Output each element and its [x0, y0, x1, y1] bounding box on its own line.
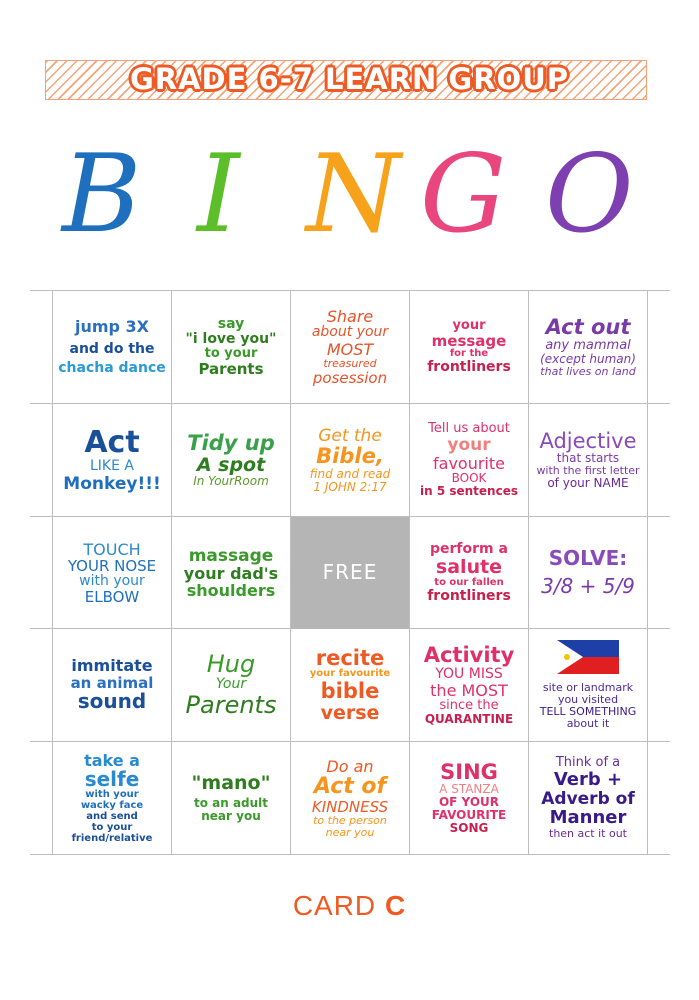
bingo-cell-tidy-up[interactable] [172, 404, 290, 516]
bingo-letter-b: B [62, 132, 142, 257]
bingo-cell-favourite-book[interactable] [410, 404, 528, 516]
cell-text: shoulders [186, 581, 276, 601]
bingo-letter-n: N [306, 132, 401, 257]
cell-text: Share [326, 307, 374, 327]
bingo-cell-share-treasure[interactable] [291, 291, 409, 403]
cell-text: favourite [433, 453, 505, 473]
cell-text: (except human) [540, 351, 636, 366]
cell-text: message [431, 331, 507, 350]
cell-text: the MOST [430, 680, 508, 700]
cell-text: A spot [196, 453, 266, 476]
cell-text: SONG [449, 821, 489, 836]
free-space[interactable] [291, 517, 409, 629]
cell-text: jump 3X [74, 317, 150, 337]
cell-text: Act [84, 425, 140, 461]
cell-text: site or landmark [542, 681, 634, 695]
cell-text: your favourite [309, 668, 391, 680]
bingo-cell-selfie[interactable] [53, 742, 171, 854]
bingo-cell-salute[interactable] [410, 517, 528, 629]
cell-text: Adverb of [541, 788, 635, 809]
cell-text: OF YOUR [438, 795, 500, 810]
cell-text: for the [449, 348, 489, 360]
cell-text: Get the [318, 425, 382, 446]
cell-text: BOOK [451, 470, 487, 485]
cell-text: with your [79, 573, 145, 590]
cell-text: treasured [323, 356, 377, 370]
bingo-cell-jump[interactable] [53, 291, 171, 403]
cell-text: ELBOW [84, 588, 140, 607]
bingo-cell-adjective[interactable] [529, 404, 647, 516]
cell-text: salute [435, 556, 503, 579]
cell-text: verse [320, 701, 380, 724]
cell-text: friend/relative [71, 832, 153, 844]
cell-text: say [217, 315, 245, 332]
bingo-letter-o: O [545, 132, 634, 257]
cell-text: your [452, 317, 486, 333]
bingo-cell-activity-miss[interactable] [410, 629, 528, 741]
cell-text: Parents [185, 690, 277, 719]
cell-text: perform a [430, 541, 508, 558]
bingo-cell-message-frontliners[interactable] [410, 291, 528, 403]
cell-text: sound [77, 688, 147, 713]
cell-text: massage [188, 545, 274, 566]
cell-text: that lives on land [540, 364, 636, 378]
cell-text: find and read [309, 466, 391, 481]
cell-text: Act of [313, 773, 387, 799]
cell-text: posession [312, 368, 388, 387]
cell-text: since the [439, 698, 499, 714]
cell-text: to the person [313, 813, 387, 827]
cell-text: to your [204, 346, 258, 361]
cell-text: selfe [84, 766, 140, 791]
cell-text: Do an [326, 756, 374, 776]
cell-text: 1 JOHN 2:17 [313, 479, 387, 494]
cell-text: Activity [423, 642, 515, 667]
cell-text: in 5 sentences [420, 483, 518, 498]
grid-line [647, 291, 648, 854]
cell-text: Bible, [316, 443, 384, 468]
bingo-grid [30, 290, 670, 855]
cell-text: your [447, 435, 491, 456]
bingo-heading [0, 130, 699, 260]
card-prefix: CARD [292, 890, 377, 921]
cell-text: recite [315, 645, 385, 670]
cell-text: frontliners [427, 587, 511, 604]
cell-text: YOU MISS [435, 665, 503, 682]
bingo-cell-get-bible[interactable] [291, 404, 409, 516]
bingo-letter-g: G [420, 132, 507, 257]
cell-text: KINDNESS [311, 797, 389, 816]
cell-text: and send [86, 811, 138, 823]
bingo-cell-act-out-mammal[interactable] [529, 291, 647, 403]
cell-text: your dad's [183, 563, 279, 583]
bingo-cell-verb-adverb[interactable] [529, 742, 647, 854]
cell-text: QUARANTINE [424, 712, 514, 727]
bingo-cell-imitate-animal[interactable] [53, 629, 171, 741]
cell-text: near you [325, 825, 375, 839]
cell-text: Verb + [553, 769, 623, 791]
bingo-cell-touch-nose[interactable] [53, 517, 171, 629]
cell-text: SING [440, 759, 498, 784]
cell-text: Tidy up [187, 430, 275, 455]
cell-text: about your [311, 324, 389, 341]
cell-text: immitate [71, 656, 153, 676]
banner-title: GRADE 6-7 LEARN GROUP [129, 62, 570, 96]
cell-text: FAVOURITE [431, 808, 507, 823]
bingo-cell-say-i-love-you[interactable] [172, 291, 290, 403]
bingo-cell-solve[interactable] [529, 517, 647, 629]
cell-text: Parents [198, 360, 264, 379]
cell-text: LIKE A [90, 458, 134, 475]
cell-text: then act it out [549, 826, 627, 840]
cell-text: near you [201, 809, 261, 824]
cell-text: frontliners [427, 358, 511, 375]
free-label: FREE [322, 560, 378, 585]
cell-text: about it [566, 716, 610, 730]
cell-text: Hug [206, 649, 256, 678]
cell-text: MOST [326, 339, 374, 359]
cell-text: "mano" [191, 771, 271, 794]
cell-text: "i love you" [185, 330, 277, 347]
cell-text: Think of a [555, 755, 621, 771]
bingo-cell-landmark[interactable] [529, 629, 647, 741]
cell-text: 3/8 + 5/9 [541, 574, 635, 598]
cell-text: wacky face [80, 800, 144, 812]
bingo-cell-massage[interactable] [172, 517, 290, 629]
cell-text: bible [320, 679, 380, 704]
cell-text: any mammal [545, 337, 631, 353]
bingo-cell-act-monkey[interactable] [53, 404, 171, 516]
cell-text: of your NAME [547, 476, 629, 491]
cell-text: Act out [545, 315, 631, 340]
cell-text: Your [215, 676, 247, 693]
cell-text: to an adult [193, 796, 269, 811]
cell-text: A STANZA [439, 782, 499, 797]
cell-text: with the first letter [536, 464, 640, 478]
cell-text: that starts [556, 451, 620, 466]
cell-text: Adjective [539, 428, 637, 453]
bingo-cell-act-of-kindness[interactable] [291, 742, 409, 854]
cell-text: take a [84, 750, 140, 770]
cell-text: YOUR NOSE [67, 556, 157, 575]
cell-text: SOLVE: [548, 546, 628, 571]
cell-text: to your [91, 821, 133, 833]
card-letter: C [384, 890, 407, 921]
bingo-cell-sing[interactable] [410, 742, 528, 854]
cell-text: Manner [549, 807, 627, 829]
cell-text: TELL SOMETHING [539, 705, 637, 718]
bingo-cell-mano[interactable] [172, 742, 290, 854]
philippine-flag-icon [557, 640, 619, 674]
cell-text: with your [85, 789, 139, 801]
card-label [0, 890, 699, 922]
cell-text: In YourRoom [193, 474, 269, 489]
cell-text: an animal [70, 673, 154, 692]
cell-text: Monkey!!! [63, 473, 161, 494]
cell-text: chacha dance [58, 359, 166, 376]
cell-text: and do the [69, 340, 155, 357]
bingo-letter-i: I [197, 132, 240, 257]
bingo-cell-recite-verse[interactable] [291, 629, 409, 741]
cell-text: TOUCH [83, 539, 141, 559]
bingo-cell-hug-parents[interactable] [172, 629, 290, 741]
cell-text: you visited [557, 693, 619, 707]
cell-text: Tell us about [428, 421, 510, 437]
cell-text: to our fallen [434, 576, 504, 588]
